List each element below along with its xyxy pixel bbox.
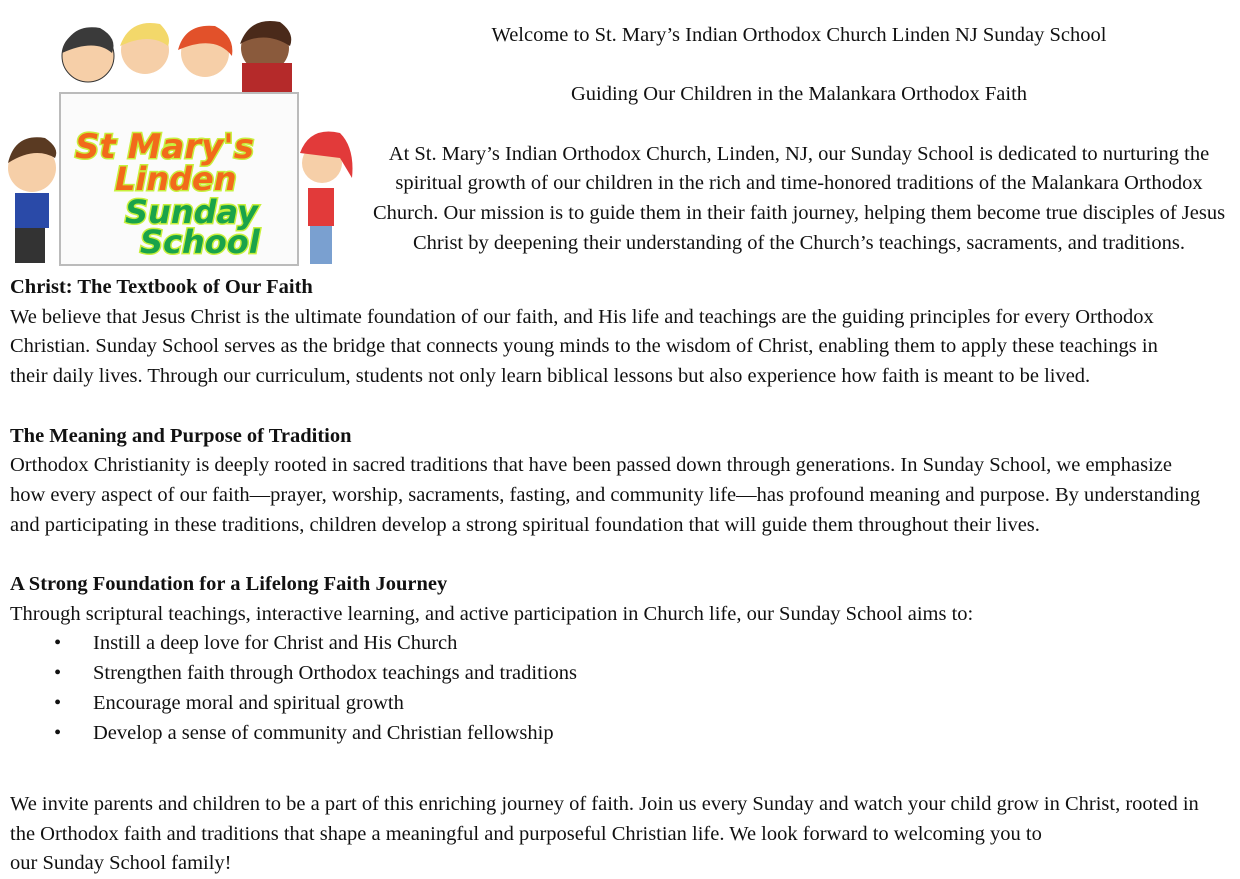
paragraph-line: Through scriptural teachings, interactive learning, and active participation in Church life, our Sunday School aims to: — [10, 602, 974, 625]
logo-text: St Mary's — [75, 127, 254, 167]
intro-line: spiritual growth of our children in the rich and time-honored traditions of the Malankara Orthodox — [395, 172, 1203, 195]
bullet: • — [54, 721, 62, 744]
paragraph-line: and participating in these traditions, children develop a strong spiritual foundation that will guide them throughout their lives. — [10, 513, 1040, 536]
list-item — [10, 719, 1235, 749]
list-item — [10, 629, 1235, 659]
welcome-title: Welcome to St. Mary’s Indian Orthodox Church Linden NJ Sunday School — [491, 24, 1107, 46]
closing-line: We invite parents and children to be a part of this enriching journey of faith. Join us every Sunday and watch your child grow in Christ, rooted in — [10, 792, 1199, 815]
bullet: • — [54, 691, 62, 714]
section-heading: The Meaning and Purpose of Tradition — [10, 424, 352, 447]
list-item-text: Instill a deep love for Christ and His Church — [93, 632, 458, 655]
intro-line: Christ by deepening their understanding of the Church’s teachings, sacraments, and traditions. — [413, 231, 1185, 254]
paragraph-line: Orthodox Christianity is deeply rooted in sacred traditions that have been passed down through generations. In Sunday School, we emphasize — [10, 454, 1172, 477]
aims-list — [10, 629, 1235, 748]
main-content — [10, 273, 1235, 879]
list-item-text: Strengthen faith through Orthodox teachings and traditions — [93, 662, 577, 685]
paragraph-line: their daily lives. Through our curriculum, students not only learn biblical lessons but also experience how faith is meant to be lived. — [10, 365, 1091, 388]
list-item-text: Encourage moral and spiritual growth — [93, 691, 404, 714]
paragraph-line: Christian. Sunday School serves as the bridge that connects young minds to the wisdom of Christ, enabling them to apply these teachings in — [10, 335, 1158, 358]
logo-text: Sunday — [125, 193, 258, 231]
paragraph-line: We believe that Jesus Christ is the ultimate foundation of our faith, and His life and teachings are the guiding principles for every Orthodox — [10, 305, 1154, 328]
paragraph-line: how every aspect of our faith—prayer, worship, sacraments, fasting, and community life—has profound meaning and purpose. By understanding — [10, 483, 1201, 506]
intro-line: Church. Our mission is to guide them in their faith journey, helping them become true disciples of Jesus — [372, 202, 1226, 225]
intro-line: At St. Mary’s Indian Orthodox Church, Linden, NJ, our Sunday School is dedicated to nurturing the — [388, 142, 1210, 165]
list-item-text: Develop a sense of community and Christian fellowship — [93, 721, 554, 744]
section-heading: Christ: The Textbook of Our Faith — [10, 276, 313, 298]
logo-text: School — [140, 223, 260, 261]
logo-text: Linden — [115, 160, 237, 198]
list-item — [10, 659, 1235, 689]
closing-line: the Orthodox faith and traditions that shape a meaningful and purposeful Christian life. We look forward to welcoming you to — [10, 822, 1042, 845]
section-heading: A Strong Foundation for a Lifelong Faith Journey — [10, 573, 448, 595]
list-item — [10, 689, 1235, 719]
closing-line: our Sunday School family! — [10, 852, 232, 875]
bullet: • — [54, 632, 62, 655]
intro — [360, 21, 1238, 259]
bullet: • — [54, 662, 62, 685]
subtitle: Guiding Our Children in the Malankara Orthodox Faith — [570, 83, 1028, 106]
sunday-school-logo — [0, 8, 358, 270]
